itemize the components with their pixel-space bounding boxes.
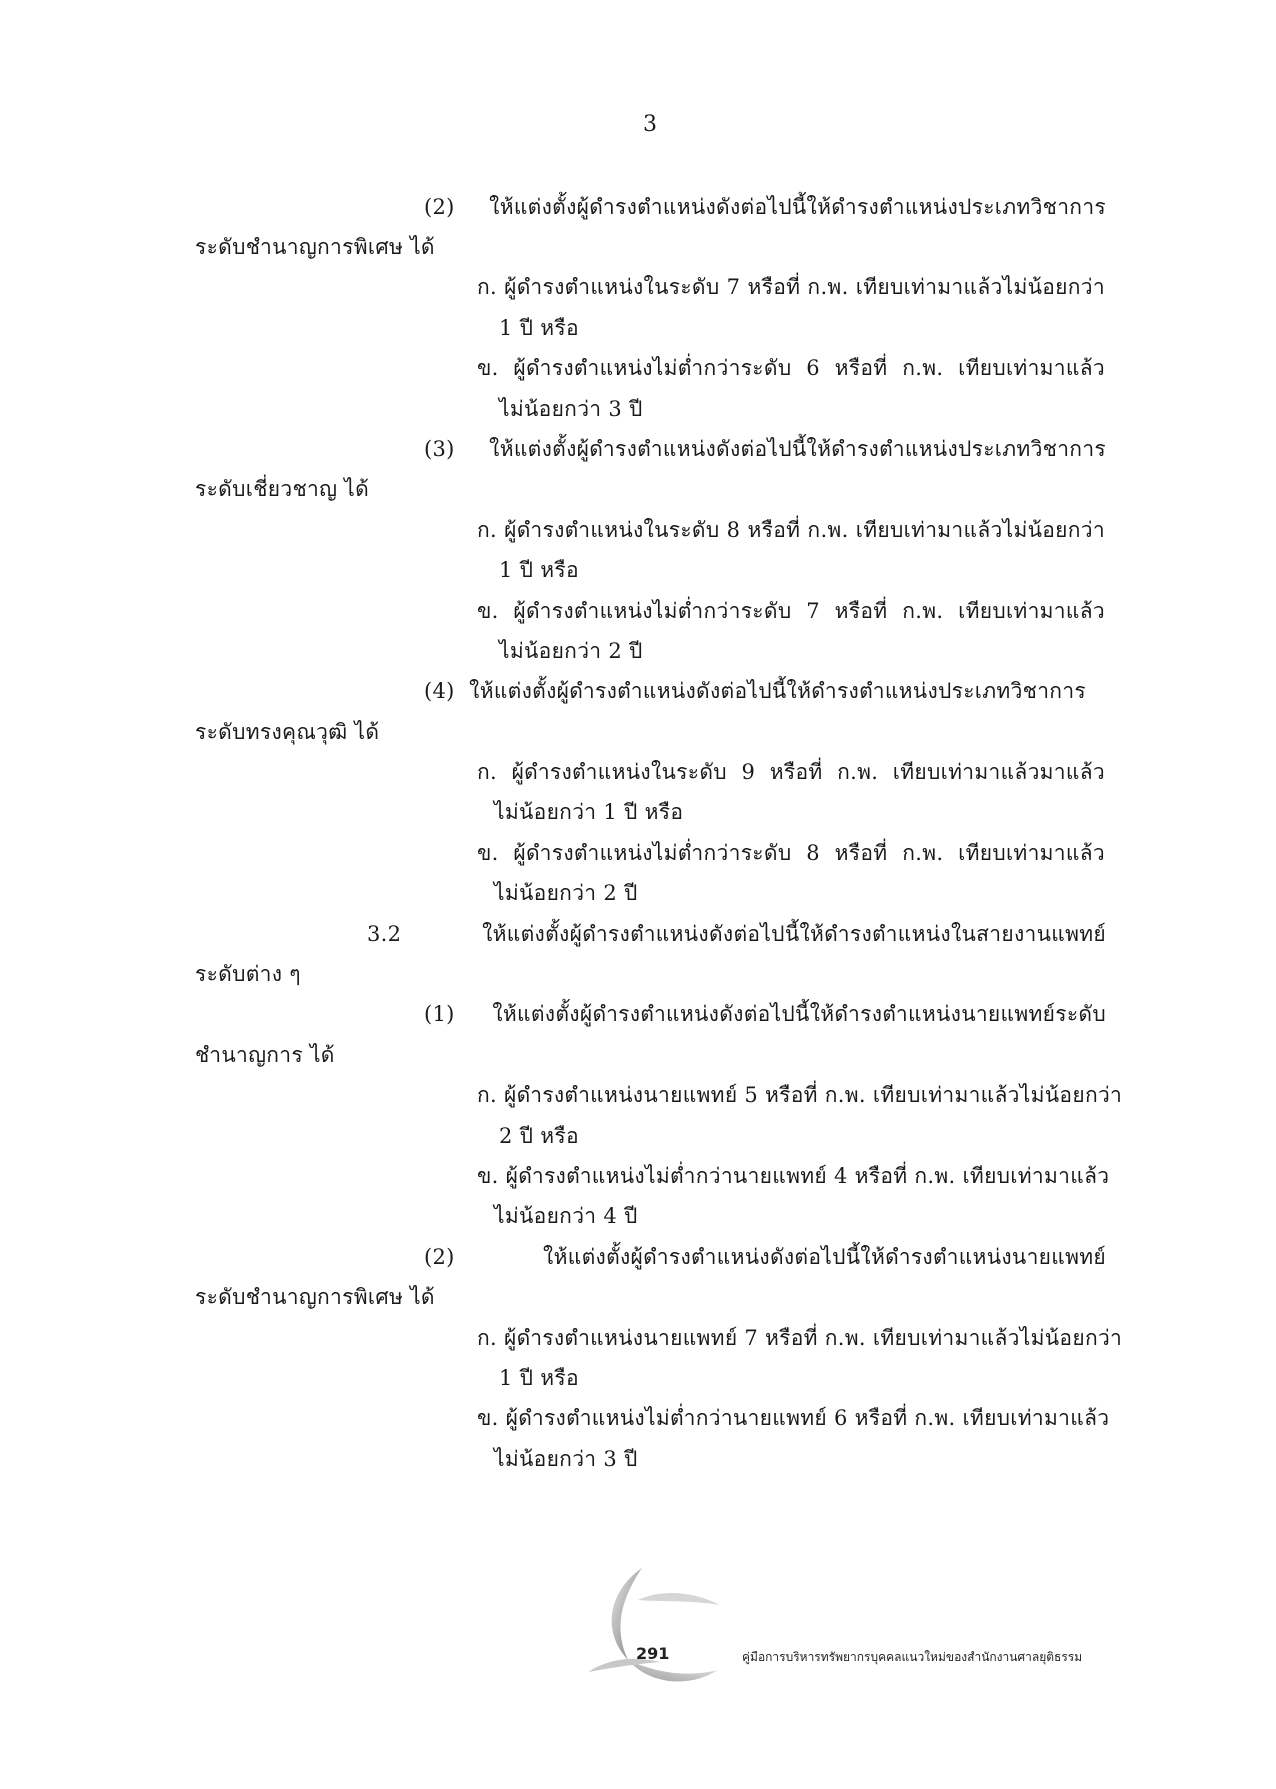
- list-item-line: ข. ผู้ดำรงตำแหน่งไม่ต่ำกว่าระดับ 6 หรือที่ ก.พ. เทียบเท่ามาแล้ว: [477, 356, 1105, 380]
- list-item-line: ก. ผู้ดำรงตำแหน่งในระดับ 9 หรือที่ ก.พ. เทียบเท่ามาแล้วมาแล้ว: [477, 760, 1105, 784]
- list-item-line: ไม่น้อยกว่า 3 ปี: [499, 397, 643, 421]
- list-item-line: ก. ผู้ดำรงตำแหน่งนายแพทย์ 7 หรือที่ ก.พ. เทียบเท่ามาแล้วไม่น้อยกว่า: [477, 1326, 1123, 1350]
- list-item-line: ข. ผู้ดำรงตำแหน่งไม่ต่ำกว่าระดับ 7 หรือที่ ก.พ. เทียบเท่ามาแล้ว: [477, 599, 1105, 623]
- paragraph-line: ระดับชำนาญการพิเศษ ได้: [195, 235, 435, 259]
- list-item-line: ข. ผู้ดำรงตำแหน่งไม่ต่ำกว่านายแพทย์ 4 หรือที่ ก.พ. เทียบเท่ามาแล้ว: [477, 1164, 1110, 1188]
- list-item-line: ก. ผู้ดำรงตำแหน่งในระดับ 8 หรือที่ ก.พ. เทียบเท่ามาแล้วไม่น้อยกว่า: [477, 518, 1105, 542]
- paragraph-line: ระดับชำนาญการพิเศษ ได้: [195, 1285, 435, 1309]
- footer-page-number: 291: [636, 1644, 670, 1663]
- list-item-line: ก. ผู้ดำรงตำแหน่งนายแพทย์ 5 หรือที่ ก.พ. เทียบเท่ามาแล้วไม่น้อยกว่า: [477, 1083, 1123, 1107]
- paragraph-line: (3) ให้แต่งตั้งผู้ดำรงตำแหน่งดังต่อไปนี้ให้ดำรงตำแหน่งประเภทวิชาการ: [424, 437, 1106, 461]
- list-item-line: 1 ปี หรือ: [499, 316, 579, 340]
- footer-title: คู่มือการบริหารทรัพยากรบุคคลแนวใหม่ของสำนักงานศาลยุติธรรม: [742, 1650, 1083, 1664]
- list-item-line: 1 ปี หรือ: [499, 558, 579, 582]
- paragraph-line: ระดับเชี่ยวชาญ ได้: [195, 477, 370, 501]
- list-item-line: ไม่น้อยกว่า 1 ปี หรือ: [494, 800, 684, 824]
- paragraph-line: (4) ให้แต่งตั้งผู้ดำรงตำแหน่งดังต่อไปนี้ให้ดำรงตำแหน่งประเภทวิชาการ: [424, 679, 1086, 703]
- list-item-line: ไม่น้อยกว่า 2 ปี: [494, 881, 638, 905]
- list-item-line: ไม่น้อยกว่า 3 ปี: [494, 1447, 638, 1471]
- list-item-line: 2 ปี หรือ: [499, 1124, 579, 1148]
- page-number: 3: [643, 112, 657, 137]
- list-item-line: ข. ผู้ดำรงตำแหน่งไม่ต่ำกว่านายแพทย์ 6 หรือที่ ก.พ. เทียบเท่ามาแล้ว: [477, 1406, 1110, 1430]
- section-heading-line: 3.2 ให้แต่งตั้งผู้ดำรงตำแหน่งดังต่อไปนี้ให้ดำรงตำแหน่งในสายงานแพทย์: [367, 922, 1106, 946]
- page-footer: [0, 1560, 1276, 1700]
- list-item-line: ข. ผู้ดำรงตำแหน่งไม่ต่ำกว่าระดับ 8 หรือที่ ก.พ. เทียบเท่ามาแล้ว: [477, 841, 1105, 865]
- list-item-line: ไม่น้อยกว่า 4 ปี: [494, 1204, 638, 1228]
- paragraph-line: (1) ให้แต่งตั้งผู้ดำรงตำแหน่งดังต่อไปนี้ให้ดำรงตำแหน่งนายแพทย์ระดับ: [424, 1002, 1106, 1026]
- swirl-logo-icon: [580, 1560, 730, 1695]
- paragraph-line: (2) ให้แต่งตั้งผู้ดำรงตำแหน่งดังต่อไปนี้ให้ดำรงตำแหน่งประเภทวิชาการ: [424, 195, 1106, 219]
- paragraph-line: ชำนาญการ ได้: [195, 1043, 335, 1067]
- paragraph-line: (2) ให้แต่งตั้งผู้ดำรงตำแหน่งดังต่อไปนี้ให้ดำรงตำแหน่งนายแพทย์: [424, 1245, 1106, 1269]
- list-item-line: ไม่น้อยกว่า 2 ปี: [499, 639, 643, 663]
- list-item-line: 1 ปี หรือ: [499, 1366, 579, 1390]
- list-item-line: ก. ผู้ดำรงตำแหน่งในระดับ 7 หรือที่ ก.พ. เทียบเท่ามาแล้วไม่น้อยกว่า: [477, 275, 1105, 299]
- paragraph-line: ระดับทรงคุณวุฒิ ได้: [195, 720, 380, 744]
- section-heading-line: ระดับต่าง ๆ: [195, 962, 301, 986]
